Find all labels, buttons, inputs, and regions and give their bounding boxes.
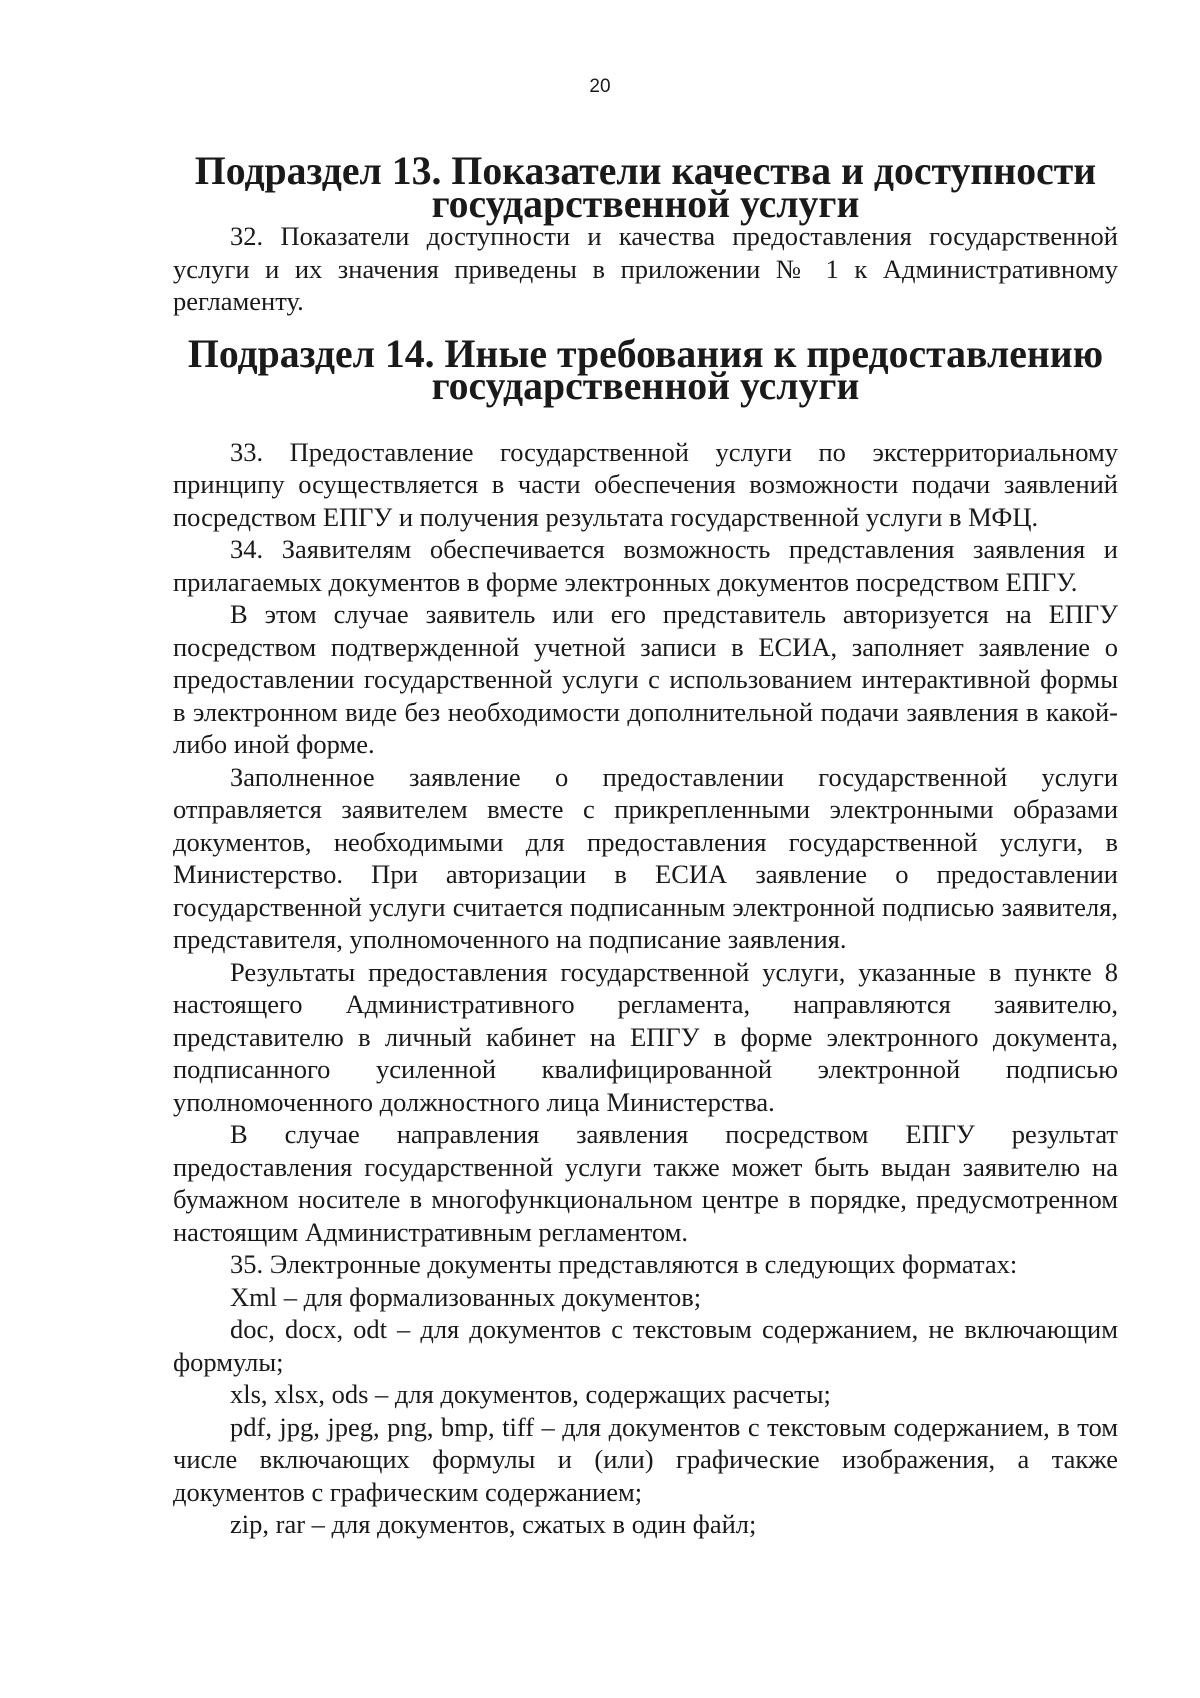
paragraph-34-paper-result: В случае направления заявления посредством ЕПГУ результат предоставления государственной услуги также может быть выдан заявителю на бумажном носителе в многофункциональном центре в порядке, предусмотренном настоящим Административным регламентом. (173, 1119, 1118, 1247)
paragraph-32: 32. Показатели доступности и качества предоставления государственной услуги и их значения приведены в приложении № 1 к Административному регламенту. (173, 221, 1118, 316)
subsection-14-heading: Подраздел 14. Иные требования к предоставлению государственной услуги (187, 331, 1104, 408)
paragraph-34-epgu-authorization: В этом случае заявитель или его представитель авторизуется на ЕПГУ посредством подтвержденной учетной записи в ЕСИА, заполняет заявление о предоставлении государственной услуги с использованием интерактивной формы в электронном виде без необходимости дополнительной подачи заявления в какой-либо иной форме. (173, 599, 1118, 759)
paragraph-34-results: Результаты предоставления государственной услуги, указанные в пункте 8 настоящего Административного регламента, направляются заявителю, представителю в личный кабинет на ЕПГУ в форме электронного документа, подписанного усиленной квалифицированной электронной подписью уполномоченного должностного лица Министерства. (173, 956, 1118, 1117)
subsection-13-heading: Подраздел 13. Показатели качества и доступности государственной услуги (194, 149, 1097, 226)
paragraph-34: 34. Заявителям обеспечивается возможность представления заявления и прилагаемых документов в форме электронных документов посредством ЕПГУ. (173, 534, 1118, 597)
paragraph-35: 35. Электронные документы представляются в следующих форматах: (230, 1249, 1018, 1279)
format-item-zip: zip, rar – для документов, сжатых в один файл; (230, 1509, 757, 1539)
document-body (173, 149, 1118, 1541)
paragraph-34-application-sending: Заполненное заявление о предоставлении государственной услуги отправляется заявителем вместе с прикрепленными электронными образами документов, необходимыми для предоставления государственной услуги, в Министерство. При авторизации в ЕСИА заявление о предоставлении государственной услуги считается подписанным электронной подписью заявителя, представителя, уполномоченного на подписание заявления. (173, 761, 1118, 954)
format-item-pdf: pdf, jpg, jpeg, png, bmp, tiff – для документов с текстовым содержанием, в том числе включающих формулы и (или) графические изображения, а также документов с графическим содержанием; (173, 1411, 1118, 1507)
format-item-xml: Xml – для формализованных документов; (230, 1281, 702, 1312)
paragraph-33: 33. Предоставление государственной услуги по экстерриториальному принципу осуществляется в части обеспечения возможности подачи заявлений посредством ЕПГУ и получения результата государственной услуги в МФЦ. (173, 436, 1118, 532)
format-item-doc: doc, docx, odt – для документов с текстовым содержанием, не включающим формулы; (173, 1314, 1118, 1377)
page-number: 20 (589, 76, 611, 97)
format-item-xls: xls, xlsx, ods – для документов, содержащих расчеты; (230, 1379, 831, 1409)
